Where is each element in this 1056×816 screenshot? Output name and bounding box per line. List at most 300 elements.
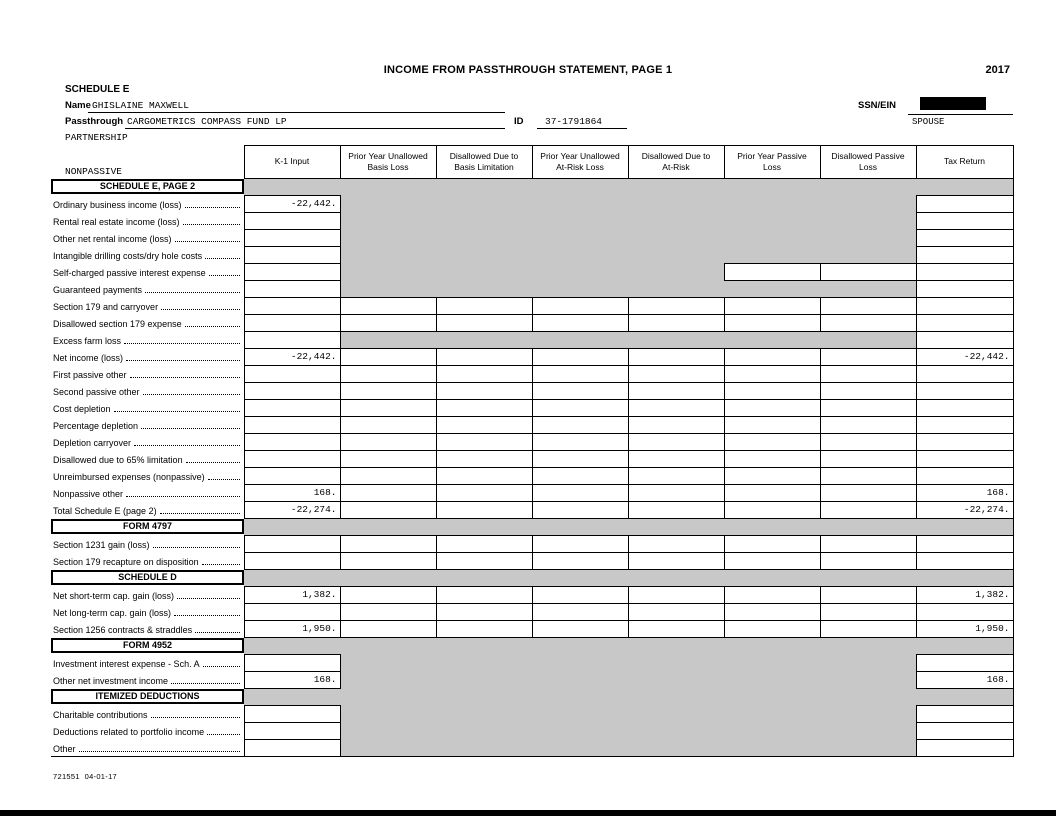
dotted-leader (203, 666, 240, 667)
row-label-cell (51, 383, 244, 400)
table-row (51, 281, 1013, 298)
limitation-cell (724, 604, 820, 621)
section-header-cell (51, 570, 244, 587)
dotted-leader (145, 292, 239, 293)
dotted-leader (177, 598, 239, 599)
column-header: Prior Year Passive Loss (724, 146, 820, 179)
shaded-cell (532, 247, 628, 264)
tax-year: 2017 (985, 64, 1010, 76)
row-label: Guaranteed payments (53, 285, 143, 295)
cell-value: 168. (986, 487, 1010, 498)
row-label: Ordinary business income (loss) (53, 200, 182, 210)
row-label: Cost depletion (53, 404, 111, 414)
section-header-cell (51, 689, 244, 706)
row-label: Section 1256 contracts & straddles (53, 625, 193, 635)
tax-return-cell (916, 468, 1013, 485)
shaded-cell (532, 196, 628, 213)
dotted-leader (175, 241, 240, 242)
limitation-cell (340, 366, 436, 383)
limitation-cell (532, 298, 628, 315)
dotted-leader (161, 309, 239, 310)
cell-value: -22,274. (290, 504, 337, 515)
column-header: Prior Year Unallowed At-Risk Loss (532, 146, 628, 179)
limitation-cell (340, 417, 436, 434)
section-header-cell (51, 519, 244, 536)
shaded-cell (820, 281, 916, 298)
row-label-cell (51, 536, 244, 553)
row-label: Self-charged passive interest expense (53, 268, 206, 278)
table-row (51, 349, 1013, 366)
shaded-cell (436, 740, 532, 757)
shaded-cell (532, 281, 628, 298)
limitation-cell (436, 553, 532, 570)
row-label-cell (51, 502, 244, 519)
tax-return-cell (916, 672, 1013, 689)
limitation-cell (628, 315, 724, 332)
limitation-cell (340, 604, 436, 621)
shaded-cell (436, 655, 532, 672)
limitation-cell (532, 604, 628, 621)
shaded-cell (820, 332, 916, 349)
table-row (51, 485, 1013, 502)
name-label: Name (65, 100, 91, 111)
row-label-cell (51, 400, 244, 417)
shaded-cell (628, 519, 724, 536)
shaded-cell (820, 672, 916, 689)
shaded-cell (820, 179, 916, 196)
dotted-leader (185, 207, 240, 208)
shaded-cell (724, 638, 820, 655)
row-label: Deductions related to portfolio income (53, 727, 205, 737)
row-label-cell (51, 213, 244, 230)
shaded-cell (340, 672, 436, 689)
limitation-cell (436, 468, 532, 485)
shaded-cell (724, 213, 820, 230)
table-row (51, 502, 1013, 519)
shaded-cell (820, 247, 916, 264)
row-label-cell (51, 485, 244, 502)
table-row (51, 247, 1013, 264)
cell-value: 168. (986, 674, 1010, 685)
row-label: Nonpassive other (53, 489, 124, 499)
limitation-cell (532, 383, 628, 400)
tax-return-cell (916, 502, 1013, 519)
limitation-cell (724, 298, 820, 315)
limitation-cell (532, 417, 628, 434)
ein-value: 37-1791864 (545, 116, 603, 127)
shaded-cell (820, 638, 916, 655)
limitation-cell (436, 502, 532, 519)
schedule-e-label: SCHEDULE E (65, 84, 130, 95)
passthrough-entity-name: CARGOMETRICS COMPASS FUND LP (127, 116, 287, 127)
table-row (51, 417, 1013, 434)
cell-value: 1,382. (302, 589, 337, 600)
tax-return-cell (916, 196, 1013, 213)
shaded-cell (724, 196, 820, 213)
spouse-label: SPOUSE (912, 117, 945, 127)
section-band-row (51, 638, 1013, 655)
shaded-cell (436, 570, 532, 587)
limitation-cell (820, 485, 916, 502)
tax-return-cell (916, 621, 1013, 638)
shaded-cell (628, 179, 724, 196)
shaded-cell (820, 230, 916, 247)
limitation-cell (628, 587, 724, 604)
limitation-cell (436, 349, 532, 366)
row-label: Second passive other (53, 387, 140, 397)
k1-input-cell (244, 706, 340, 723)
shaded-cell (244, 519, 340, 536)
shaded-cell (628, 213, 724, 230)
row-label: Net long-term cap. gain (loss) (53, 608, 172, 618)
cell-value: 1,382. (975, 589, 1010, 600)
shaded-cell (340, 213, 436, 230)
shaded-cell (724, 332, 820, 349)
ssn-ein-label: SSN/EIN (858, 100, 897, 111)
shaded-cell (340, 655, 436, 672)
column-header: Prior Year Unallowed Basis Loss (340, 146, 436, 179)
limitation-cell (724, 417, 820, 434)
table-row (51, 740, 1013, 757)
tax-return-cell (916, 213, 1013, 230)
limitation-cell (436, 366, 532, 383)
shaded-cell (916, 519, 1013, 536)
table-row (51, 230, 1013, 247)
cell-value: -22,442. (290, 198, 337, 209)
limitation-cell (628, 417, 724, 434)
shaded-cell (628, 570, 724, 587)
shaded-cell (244, 570, 340, 587)
shaded-cell (916, 570, 1013, 587)
limitation-cell (340, 451, 436, 468)
shaded-cell (244, 179, 340, 196)
table-row (51, 366, 1013, 383)
k1-input-cell (244, 417, 340, 434)
dotted-leader (153, 547, 240, 548)
shaded-cell (724, 723, 820, 740)
shaded-cell (724, 230, 820, 247)
limitation-cell (820, 536, 916, 553)
row-label: First passive other (53, 370, 127, 380)
shaded-cell (244, 638, 340, 655)
shaded-cell (436, 519, 532, 536)
limitation-cell (436, 621, 532, 638)
column-header: Disallowed Due to Basis Limitation (436, 146, 532, 179)
row-label: Net income (loss) (53, 353, 124, 363)
shaded-cell (340, 689, 436, 706)
table-row (51, 706, 1013, 723)
shaded-cell (916, 638, 1013, 655)
dotted-leader (160, 513, 240, 514)
limitation-cell (340, 298, 436, 315)
row-label-cell (51, 247, 244, 264)
limitation-cell (436, 587, 532, 604)
limitation-cell (436, 400, 532, 417)
tax-return-cell (916, 281, 1013, 298)
limitation-cell (436, 434, 532, 451)
k1-input-cell (244, 587, 340, 604)
limitation-cell (820, 451, 916, 468)
shaded-cell (628, 740, 724, 757)
shaded-cell (532, 519, 628, 536)
shaded-cell (532, 655, 628, 672)
shaded-cell (340, 706, 436, 723)
limitation-cell (820, 400, 916, 417)
limitation-cell (820, 502, 916, 519)
shaded-cell (436, 723, 532, 740)
shaded-cell (628, 689, 724, 706)
shaded-cell (628, 723, 724, 740)
shaded-cell (436, 689, 532, 706)
shaded-cell (436, 247, 532, 264)
dotted-leader (202, 564, 240, 565)
row-label-cell (51, 366, 244, 383)
shaded-cell (532, 740, 628, 757)
row-label-cell (51, 723, 244, 740)
table-row (51, 383, 1013, 400)
row-label-cell (51, 655, 244, 672)
row-label-cell (51, 434, 244, 451)
k1-input-cell (244, 230, 340, 247)
row-label-cell (51, 706, 244, 723)
shaded-cell (916, 179, 1013, 196)
row-label: Net short-term cap. gain (loss) (53, 591, 175, 601)
shaded-cell (628, 247, 724, 264)
tax-return-cell (916, 383, 1013, 400)
tax-return-cell (916, 332, 1013, 349)
column-header: Tax Return (916, 146, 1013, 179)
tax-return-cell (916, 587, 1013, 604)
cell-value: 1,950. (302, 623, 337, 634)
limitation-cell (820, 604, 916, 621)
cell-value: -22,442. (290, 351, 337, 362)
limitation-cell (436, 383, 532, 400)
limitation-cell (340, 621, 436, 638)
shaded-cell (724, 672, 820, 689)
k1-input-cell (244, 383, 340, 400)
limitation-cell (628, 621, 724, 638)
k1-input-cell (244, 672, 340, 689)
limitation-cell (436, 604, 532, 621)
tax-return-cell (916, 434, 1013, 451)
k1-input-cell (244, 536, 340, 553)
row-label-cell (51, 621, 244, 638)
limitation-cell (532, 587, 628, 604)
shaded-cell (532, 638, 628, 655)
shaded-cell (820, 689, 916, 706)
limitation-cell (340, 434, 436, 451)
shaded-cell (628, 281, 724, 298)
column-header: Disallowed Due to At-Risk (628, 146, 724, 179)
limitation-cell (340, 315, 436, 332)
dotted-leader (114, 411, 240, 412)
limitation-cell (724, 468, 820, 485)
dotted-leader (183, 224, 240, 225)
limitation-cell (628, 298, 724, 315)
row-label: Section 179 recapture on disposition (53, 557, 199, 567)
limitation-cell (724, 264, 820, 281)
limitation-cell (724, 485, 820, 502)
row-label: Other net investment income (53, 676, 169, 686)
shaded-cell (340, 179, 436, 196)
row-label-cell (51, 349, 244, 366)
limitation-cell (628, 604, 724, 621)
limitation-cell (820, 621, 916, 638)
shaded-cell (820, 723, 916, 740)
table-row (51, 451, 1013, 468)
limitation-cell (724, 553, 820, 570)
dotted-leader (79, 751, 240, 752)
row-label: Section 179 and carryover (53, 302, 159, 312)
shaded-cell (436, 213, 532, 230)
limitation-cell (628, 485, 724, 502)
k1-input-cell (244, 434, 340, 451)
shaded-cell (820, 655, 916, 672)
column-header: Disallowed Passive Loss (820, 146, 916, 179)
limitation-cell (724, 366, 820, 383)
section-band-row (51, 689, 1013, 706)
shaded-cell (340, 332, 436, 349)
shaded-cell (628, 230, 724, 247)
limitation-cell (820, 383, 916, 400)
row-label: Disallowed section 179 expense (53, 319, 182, 329)
row-label-cell (51, 672, 244, 689)
shaded-cell (724, 179, 820, 196)
limitation-cell (532, 621, 628, 638)
table-row (51, 536, 1013, 553)
dotted-leader (208, 479, 240, 480)
ssn-redaction-box (920, 97, 986, 110)
limitation-cell (436, 417, 532, 434)
shaded-cell (724, 247, 820, 264)
shaded-cell (724, 519, 820, 536)
shaded-cell (628, 264, 724, 281)
limitation-cell (820, 587, 916, 604)
limitation-cell (724, 451, 820, 468)
tax-return-cell (916, 264, 1013, 281)
row-label: Intangible drilling costs/dry hole costs (53, 251, 203, 261)
shaded-cell (724, 655, 820, 672)
tax-return-cell (916, 247, 1013, 264)
id-underline (537, 128, 627, 129)
table-row (51, 723, 1013, 740)
shaded-cell (340, 519, 436, 536)
limitation-cell (724, 383, 820, 400)
name-underline (88, 112, 505, 113)
row-label: Disallowed due to 65% limitation (53, 455, 183, 465)
limitation-cell (628, 366, 724, 383)
k1-input-cell (244, 281, 340, 298)
tax-return-cell (916, 553, 1013, 570)
k1-input-cell (244, 655, 340, 672)
table-row (51, 672, 1013, 689)
section-header: SCHEDULE D (51, 570, 244, 585)
dotted-leader (207, 734, 239, 735)
table-row (51, 332, 1013, 349)
passthrough-label: Passthrough (65, 116, 124, 127)
row-label-cell (51, 604, 244, 621)
dotted-leader (151, 717, 240, 718)
shaded-cell (724, 570, 820, 587)
k1-input-cell (244, 553, 340, 570)
section-header: SCHEDULE E, PAGE 2 (51, 179, 244, 194)
shaded-cell (532, 264, 628, 281)
shaded-cell (340, 740, 436, 757)
form-number: 721551 04-01-17 (53, 772, 118, 781)
row-label-cell (51, 468, 244, 485)
table-row (51, 604, 1013, 621)
shaded-cell (436, 196, 532, 213)
section-header: FORM 4952 (51, 638, 244, 653)
passthrough-underline (125, 128, 505, 129)
row-label-cell (51, 740, 244, 757)
table-row (51, 315, 1013, 332)
tax-return-cell (916, 451, 1013, 468)
limitation-cell (628, 536, 724, 553)
cell-value: 168. (313, 674, 337, 685)
limitation-cell (340, 349, 436, 366)
k1-input-cell (244, 213, 340, 230)
limitation-cell (532, 451, 628, 468)
limitation-cell (820, 468, 916, 485)
limitation-cell (340, 536, 436, 553)
shaded-cell (532, 213, 628, 230)
k1-input-cell (244, 740, 340, 757)
k1-input-cell (244, 298, 340, 315)
shaded-cell (340, 638, 436, 655)
dotted-leader (126, 496, 239, 497)
row-label-cell (51, 332, 244, 349)
k1-input-cell (244, 604, 340, 621)
k1-input-cell (244, 264, 340, 281)
tax-return-cell (916, 417, 1013, 434)
shaded-cell (628, 672, 724, 689)
shaded-cell (532, 230, 628, 247)
limitation-cell (820, 349, 916, 366)
limitation-cell (820, 366, 916, 383)
passthrough-table (51, 145, 1014, 757)
row-label: Excess farm loss (53, 336, 122, 346)
shaded-cell (820, 213, 916, 230)
shaded-cell (724, 689, 820, 706)
k1-input-cell (244, 247, 340, 264)
k1-input-cell (244, 196, 340, 213)
tax-return-cell (916, 485, 1013, 502)
dotted-leader (126, 360, 239, 361)
limitation-cell (436, 485, 532, 502)
limitation-cell (436, 315, 532, 332)
limitation-cell (532, 400, 628, 417)
shaded-cell (628, 655, 724, 672)
row-label-cell (51, 196, 244, 213)
table-row (51, 468, 1013, 485)
row-label-cell (51, 264, 244, 281)
section-header: ITEMIZED DEDUCTIONS (51, 689, 244, 704)
tax-return-cell (916, 604, 1013, 621)
tax-return-cell (916, 230, 1013, 247)
spouse-box (908, 114, 1013, 127)
limitation-cell (724, 400, 820, 417)
shaded-cell (340, 723, 436, 740)
limitation-cell (724, 621, 820, 638)
dotted-leader (171, 683, 239, 684)
shaded-cell (436, 672, 532, 689)
row-label: Total Schedule E (page 2) (53, 506, 157, 516)
shaded-cell (820, 706, 916, 723)
row-label: Other net rental income (loss) (53, 234, 172, 244)
table-row (51, 196, 1013, 213)
shaded-cell (436, 281, 532, 298)
